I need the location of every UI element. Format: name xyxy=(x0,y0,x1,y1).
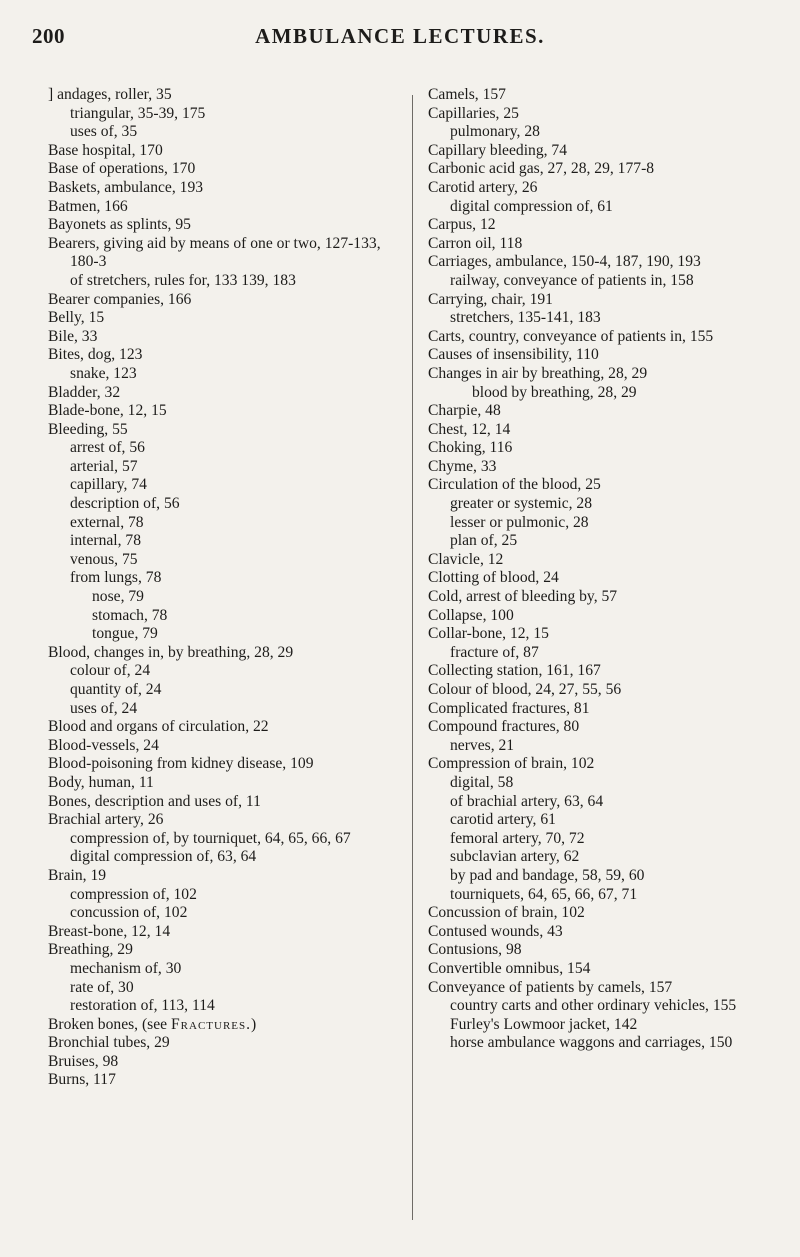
index-entry-text: railway, conveyance of patients in, 158 xyxy=(450,271,694,289)
index-entry xyxy=(48,941,398,960)
index-entry xyxy=(48,551,398,570)
index-entry-text: compression of, 102 xyxy=(70,885,197,903)
index-entry-text: Blood, changes in, by breathing, 28, 29 xyxy=(48,643,294,661)
index-entry xyxy=(48,1034,398,1053)
index-entry-text: mechanism of, 30 xyxy=(70,959,182,977)
index-entry-text: Collecting station, 161, 167 xyxy=(428,662,601,680)
index-entry xyxy=(48,737,398,756)
index-entry-text: of stretchers, rules for, 133 139, 183 xyxy=(70,271,296,289)
index-column-left xyxy=(48,86,398,1090)
index-entry-text: uses of, 24 xyxy=(70,699,138,717)
index-entry xyxy=(48,216,398,235)
index-entry-text: subclavian artery, 62 xyxy=(450,848,580,866)
index-entry-text: stretchers, 135-141, 183 xyxy=(450,309,601,327)
index-entry-text: Bearer companies, 166 xyxy=(48,290,192,308)
index-entry xyxy=(48,421,398,440)
index-entry xyxy=(48,346,398,365)
index-entry-text: Bearers, giving aid by means of one or two, 127-133, 180-3 xyxy=(48,234,381,271)
index-entry xyxy=(428,1016,778,1035)
index-entry xyxy=(428,365,778,384)
index-entry-text: Bites, dog, 123 xyxy=(48,346,143,364)
index-entry-text: Changes in air by breathing, 28, 29 xyxy=(428,364,648,382)
index-entry xyxy=(428,253,778,272)
index-entry-text: Clotting of blood, 24 xyxy=(428,569,559,587)
index-entry-text: fracture of, 87 xyxy=(450,643,539,661)
index-entry-text: Collar-bone, 12, 15 xyxy=(428,625,549,643)
index-entry xyxy=(428,811,778,830)
index-entry xyxy=(48,886,398,905)
index-entry xyxy=(428,774,778,793)
index-entry-text: Carpus, 12 xyxy=(428,216,496,234)
index-entry-text: Body, human, 11 xyxy=(48,773,154,791)
index-entry-text: Bones, description and uses of, 11 xyxy=(48,792,261,810)
index-entry xyxy=(48,105,398,124)
index-entry-text: venous, 75 xyxy=(70,550,138,568)
index-entry xyxy=(428,198,778,217)
index-entry-text: stomach, 78 xyxy=(92,606,168,624)
index-entry xyxy=(428,923,778,942)
index-entry xyxy=(48,867,398,886)
index-entry xyxy=(48,979,398,998)
index-entry-text: capillary, 74 xyxy=(70,476,147,494)
index-entry-text: from lungs, 78 xyxy=(70,569,162,587)
index-entry-text: tongue, 79 xyxy=(92,625,158,643)
index-entry-text: by pad and bandage, 58, 59, 60 xyxy=(450,866,645,884)
index-entry xyxy=(48,365,398,384)
index-entry-text: Compound fractures, 80 xyxy=(428,718,580,736)
index-entry-text: Carriages, ambulance, 150-4, 187, 190, 193 xyxy=(428,253,701,271)
index-entry xyxy=(48,774,398,793)
index-entry xyxy=(48,86,398,105)
index-entry xyxy=(48,1053,398,1072)
index-entry-text: Bile, 33 xyxy=(48,327,98,345)
index-cross-reference: Fractures.) xyxy=(171,1015,258,1033)
index-entry-text: Broken bones, (see xyxy=(48,1015,168,1033)
index-entry xyxy=(428,216,778,235)
index-entry xyxy=(428,644,778,663)
index-entry xyxy=(48,830,398,849)
index-entry xyxy=(428,346,778,365)
index-entry xyxy=(428,700,778,719)
index-entry-text: restoration of, 113, 114 xyxy=(70,997,215,1015)
index-entry-text: arterial, 57 xyxy=(70,457,138,475)
index-entry-text: Belly, 15 xyxy=(48,309,105,327)
index-entry-text: Furley's Lowmoor jacket, 142 xyxy=(450,1015,638,1033)
index-entry-text: Bruises, 98 xyxy=(48,1052,119,1070)
index-entry-text: Carotid artery, 26 xyxy=(428,178,538,196)
index-entry xyxy=(48,793,398,812)
index-entry xyxy=(48,569,398,588)
index-entry xyxy=(428,495,778,514)
index-entry-text: greater or systemic, 28 xyxy=(450,495,593,513)
index-entry-text: Carron oil, 118 xyxy=(428,234,523,252)
index-column-right xyxy=(428,86,778,1053)
index-entry xyxy=(428,105,778,124)
index-entry-text: Bleeding, 55 xyxy=(48,420,128,438)
index-entry-text: Blood-poisoning from kidney disease, 109 xyxy=(48,755,314,773)
index-entry-text: Contusions, 98 xyxy=(428,941,522,959)
index-entry-text: Contused wounds, 43 xyxy=(428,922,563,940)
index-entry xyxy=(48,198,398,217)
index-entry-text: digital compression of, 61 xyxy=(450,197,613,215)
index-entry-text: Collapse, 100 xyxy=(428,606,514,624)
index-entry xyxy=(428,588,778,607)
index-entry xyxy=(48,1016,398,1035)
index-entry-text: horse ambulance waggons and carriages, 150 xyxy=(450,1034,733,1052)
index-entry xyxy=(428,291,778,310)
index-entry-text: Colour of blood, 24, 27, 55, 56 xyxy=(428,681,622,698)
index-entry-text: internal, 78 xyxy=(70,532,142,550)
index-entry xyxy=(428,476,778,495)
page-header xyxy=(24,10,776,50)
index-entry xyxy=(428,179,778,198)
index-entry xyxy=(428,662,778,681)
index-entry xyxy=(428,607,778,626)
index-entry-text: of brachial artery, 63, 64 xyxy=(450,792,604,810)
index-entry-text: snake, 123 xyxy=(70,364,137,382)
index-entry xyxy=(48,476,398,495)
index-entry-text: external, 78 xyxy=(70,513,144,531)
index-entry-text: Chest, 12, 14 xyxy=(428,420,511,438)
index-entry-text: digital, 58 xyxy=(450,773,514,791)
index-entry xyxy=(48,700,398,719)
index-entry xyxy=(48,607,398,626)
index-entry xyxy=(428,328,778,347)
index-entry xyxy=(428,532,778,551)
index-entry-text: Choking, 116 xyxy=(428,439,513,457)
index-entry-text: Compression of brain, 102 xyxy=(428,755,595,773)
index-entry-text: Burns, 117 xyxy=(48,1071,116,1089)
index-entry-text: country carts and other ordinary vehicles, 155 xyxy=(450,997,737,1015)
index-entry-text: Concussion of brain, 102 xyxy=(428,904,585,922)
index-entry-text: Cold, arrest of bleeding by, 57 xyxy=(428,588,618,606)
index-entry-text: nerves, 21 xyxy=(450,736,515,754)
index-entry xyxy=(428,904,778,923)
index-entry xyxy=(428,458,778,477)
index-entry xyxy=(428,941,778,960)
index-entry xyxy=(48,179,398,198)
index-entry xyxy=(48,495,398,514)
index-entry xyxy=(48,960,398,979)
column-divider xyxy=(412,95,413,1220)
page-number: 200 xyxy=(32,24,65,48)
index-entry xyxy=(428,997,778,1016)
index-entry xyxy=(428,551,778,570)
index-entry-text: Breast-bone, 12, 14 xyxy=(48,922,171,940)
index-entry-text: plan of, 25 xyxy=(450,532,518,550)
index-entry xyxy=(428,755,778,774)
index-entry-text: Blood and organs of circulation, 22 xyxy=(48,718,269,736)
index-entry-text: Carbonic acid gas, 27, 28, 29, 177-8 xyxy=(428,160,655,178)
index-entry-text: nose, 79 xyxy=(92,588,144,606)
index-entry-text: Convertible omnibus, 154 xyxy=(428,959,591,977)
index-entry xyxy=(48,235,398,272)
index-entry-text: Blood-vessels, 24 xyxy=(48,736,159,754)
index-entry xyxy=(428,793,778,812)
index-entry xyxy=(428,848,778,867)
index-entry xyxy=(428,142,778,161)
index-entry xyxy=(428,681,778,700)
index-entry xyxy=(428,235,778,254)
index-entry xyxy=(428,569,778,588)
index-entry-text: lesser or pulmonic, 28 xyxy=(450,513,589,531)
index-entry xyxy=(48,532,398,551)
index-entry xyxy=(428,886,778,905)
index-entry-text: carotid artery, 61 xyxy=(450,811,556,829)
index-entry-text: Causes of insensibility, 110 xyxy=(428,346,599,364)
index-entry-text: Blade-bone, 12, 15 xyxy=(48,402,167,420)
index-entry xyxy=(428,979,778,998)
index-entry xyxy=(48,291,398,310)
index-entry-text: Complicated fractures, 81 xyxy=(428,699,590,717)
index-entry xyxy=(48,142,398,161)
index-entry xyxy=(428,737,778,756)
index-entry xyxy=(48,1071,398,1090)
index-entry xyxy=(428,86,778,105)
index-entry xyxy=(48,402,398,421)
index-entry xyxy=(48,439,398,458)
index-entry-text: Baskets, ambulance, 193 xyxy=(48,178,204,196)
index-entry xyxy=(428,421,778,440)
index-entry-text: Camels, 157 xyxy=(428,86,506,103)
index-entry xyxy=(428,514,778,533)
index-entry xyxy=(48,123,398,142)
index-entry-text: ] andages, roller, 35 xyxy=(48,86,172,103)
index-entry-text: Brachial artery, 26 xyxy=(48,811,164,829)
index-entry-text: compression of, by tourniquet, 64, 65, 66, 67 xyxy=(70,829,351,847)
index-entry xyxy=(48,160,398,179)
index-entry-text: Carrying, chair, 191 xyxy=(428,290,553,308)
index-entry-text: femoral artery, 70, 72 xyxy=(450,829,585,847)
index-entry-text: Charpie, 48 xyxy=(428,402,501,420)
index-entry xyxy=(48,718,398,737)
index-entry xyxy=(48,997,398,1016)
index-entry-text: Breathing, 29 xyxy=(48,941,133,959)
index-entry-text: Bronchial tubes, 29 xyxy=(48,1034,170,1052)
index-entry-text: tourniquets, 64, 65, 66, 67, 71 xyxy=(450,885,638,903)
index-entry xyxy=(428,272,778,291)
index-entry-text: Conveyance of patients by camels, 157 xyxy=(428,978,673,996)
index-entry xyxy=(48,458,398,477)
index-entry-text: Clavicle, 12 xyxy=(428,550,504,568)
index-entry xyxy=(48,625,398,644)
index-entry xyxy=(48,681,398,700)
index-entry-text: Chyme, 33 xyxy=(428,457,497,475)
index-entry xyxy=(428,402,778,421)
index-entry xyxy=(48,588,398,607)
index-entry xyxy=(48,644,398,663)
index-entry xyxy=(428,309,778,328)
index-entry xyxy=(428,625,778,644)
index-entry-text: pulmonary, 28 xyxy=(450,123,540,141)
index-entry xyxy=(48,923,398,942)
index-entry xyxy=(48,811,398,830)
index-entry xyxy=(48,514,398,533)
index-entry xyxy=(428,867,778,886)
index-entry-text: Capillary bleeding, 74 xyxy=(428,141,568,159)
index-entry xyxy=(48,755,398,774)
index-entry-text: arrest of, 56 xyxy=(70,439,145,457)
index-entry xyxy=(48,384,398,403)
index-entry-text: Brain, 19 xyxy=(48,866,107,884)
index-entry-text: Capillaries, 25 xyxy=(428,104,519,122)
index-entry-text: Batmen, 166 xyxy=(48,197,128,215)
index-entry xyxy=(428,123,778,142)
index-entry-text: Bladder, 32 xyxy=(48,383,121,401)
index-entry-text: colour of, 24 xyxy=(70,662,151,680)
index-entry-text: blood by breathing, 28, 29 xyxy=(472,383,637,401)
index-entry xyxy=(48,904,398,923)
index-entry xyxy=(48,309,398,328)
index-entry-text: Base of operations, 170 xyxy=(48,160,196,178)
index-entry-text: rate of, 30 xyxy=(70,978,134,996)
index-entry-text: Circulation of the blood, 25 xyxy=(428,476,601,494)
index-entry xyxy=(48,848,398,867)
index-entry-text: Base hospital, 170 xyxy=(48,141,163,159)
index-entry-text: triangular, 35-39, 175 xyxy=(70,104,206,122)
index-entry xyxy=(48,662,398,681)
index-entry xyxy=(428,439,778,458)
index-entry-text: digital compression of, 63, 64 xyxy=(70,848,257,866)
running-title: AMBULANCE LECTURES. xyxy=(255,24,545,48)
index-entry xyxy=(428,384,778,403)
index-entry-text: concussion of, 102 xyxy=(70,904,188,922)
index-entry xyxy=(48,328,398,347)
index-entry xyxy=(428,830,778,849)
index-entry-text: quantity of, 24 xyxy=(70,681,162,698)
index-entry-text: uses of, 35 xyxy=(70,123,138,141)
index-entry xyxy=(428,718,778,737)
index-entry-text: Bayonets as splints, 95 xyxy=(48,216,191,234)
index-entry-text: Carts, country, conveyance of patients in, 155 xyxy=(428,327,714,345)
index-entry xyxy=(428,160,778,179)
index-entry xyxy=(48,272,398,291)
index-entry xyxy=(428,1034,778,1053)
index-entry-text: description of, 56 xyxy=(70,495,180,513)
index-entry xyxy=(428,960,778,979)
